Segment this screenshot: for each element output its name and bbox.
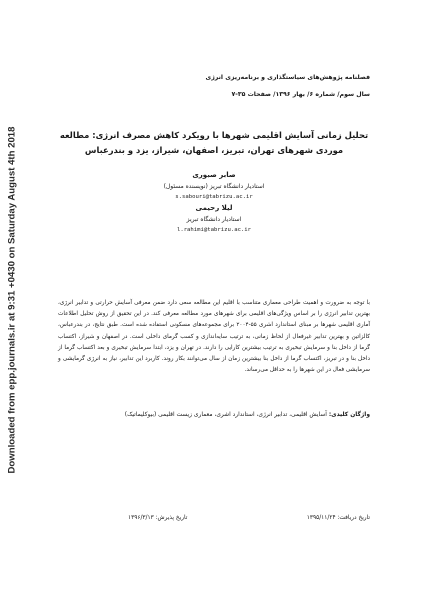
accepted-date: تاریخ پذیرش: ۱۳۹۶/۳/۱۳ [128,515,188,521]
keywords-text: آسایش اقلیمی، تدابیر انرژی، استاندارد اشری، معماری زیست اقلیمی (بیوکلیماتیک) [124,412,327,418]
author-2 [130,203,298,236]
download-watermark [4,0,20,600]
keywords [58,410,370,421]
author-affiliation: استادیار دانشگاه تبریز [186,216,242,223]
journal-header [206,72,370,100]
author-email: l.rahimi@tabrizu.ac.ir [176,227,252,233]
author-email: s.sabouri@tabrizu.ac.ir [175,194,253,200]
keywords-label: واژگان کلیدی: [328,412,370,418]
author-name: صابر صبوری [192,171,236,179]
journal-name: فصلنامه پژوهش‌های سیاستگذاری و برنامه‌ریزی انرژی [205,74,370,81]
received-date: تاریخ دریافت: ۱۳۹۵/۱۱/۲۴ [306,515,370,521]
author-affiliation: استادیار دانشگاه تبریز (نویسنده مسئول) [163,183,265,190]
author-name: لیلا رحیمی [195,204,233,212]
download-watermark-text: Downloaded from epp.journals.ir at 9:31 +0430 on Saturday August 4th 2018 [6,126,18,474]
author-1 [130,170,298,203]
abstract-text: با توجه به ضرورت و اهمیت طراحی معماری متناسب با اقلیم این مطالعه سعی دارد ضمن معرفی آسایش حرارتی و تدابیر انرژی، بهترین تدابیر انرژی را بر اساس ویژگی‌های اقلیمی برای شهرهای مورد مطالعه معرفی کند. در این تحقیق از روش تحلیل اطلاعات آماری اقلیمی شهرها بر مبنای استاندارد اشری ۵۵-۲۰۰۴ برای مجموعه‌های مسکونی استفاده شده است. طبق نتایج، در بندرعباس، کالزاتین و بهترین تدابیر غیرفعال از لحاظ زمانی، به ترتیب سایه‌اندازی و کسب گرمای داخلی است. در اصفهان و شیراز، اکتساب گرما از داخل بنا و سرمایش تبخیری به ترتیب بیشترین کارایی را دارند. در تهران و یزد، ابتدا سرمایش تبخیری و بعد اکتساب گرما از داخل بنا و در تبریز، اکتساب گرما از داخل بنا بیشترین زمان از سال می‌توانند بکار روند. کاربرد این تدابیر، نیاز به انرژی گرمایشی و سرمایشی فعال در این شهرها را به حداقل می‌رساند. [58,300,370,374]
journal-issue: سال سوم/ شماره ۶/ بهار ۱۳۹۶/ صفحات ۳۵-۷ [231,91,370,98]
paper-title: تحلیل زمانی آسایش اقلیمی شهرها با رویکرد کاهش مصرف انرژی: مطالعه موردی شهرهای تهران، تبریز، اصفهان، شیراز، یزد و بندرعباس [59,130,369,155]
author-block [130,170,298,236]
